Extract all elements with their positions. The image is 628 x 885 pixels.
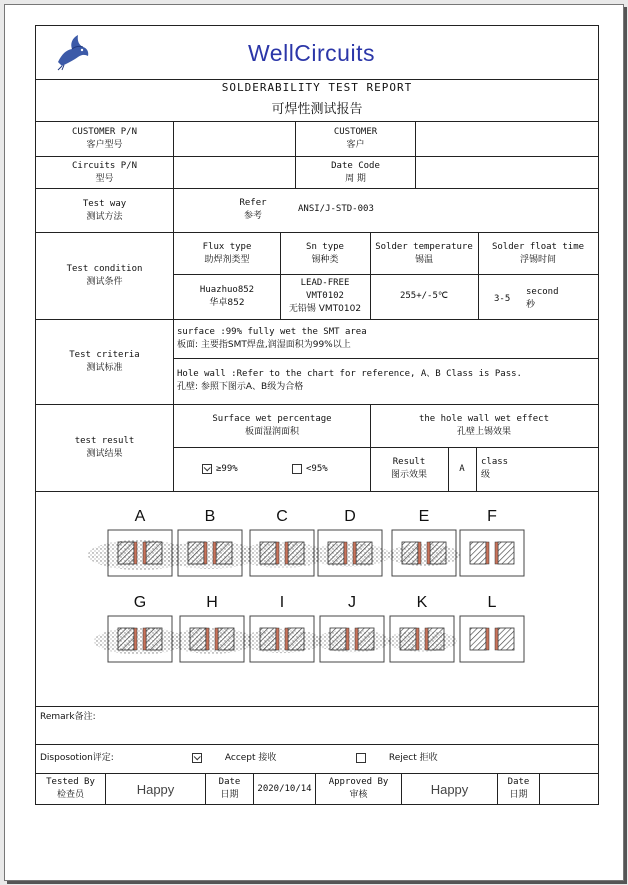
date2-value[interactable]: [540, 774, 598, 804]
date-label-cn: 日期: [220, 790, 239, 800]
circuits-pn-label: Circuits P/N: [71, 160, 138, 171]
test-way-label-cn: 测试方法: [86, 211, 123, 222]
checkbox-checked-icon[interactable]: [192, 753, 202, 763]
class-label: class: [481, 457, 509, 467]
title-english: SOLDERABILITY TEST REPORT: [221, 81, 413, 94]
customer-label: CUSTOMER: [333, 127, 378, 137]
customer-row: [36, 122, 598, 157]
report-sheet: [4, 4, 624, 881]
approved-by-label: Approved By: [328, 777, 389, 787]
flux-type-label: Flux type: [202, 241, 252, 252]
result-label-cn: 图示效果: [390, 470, 427, 480]
test-result-row: [36, 405, 598, 492]
approved-by-label-cn: 审核: [349, 790, 368, 800]
surface-wet-label: Surface wet percentage: [212, 414, 332, 424]
diagram-letter-C: C: [276, 508, 288, 525]
circuits-row: [36, 157, 598, 189]
hole-criteria-cn: 孔壁: 参照下图示A、B级为合格: [177, 382, 304, 392]
date2-label: Date: [507, 777, 530, 787]
flux-type-label-cn: 助焊剂类型: [204, 254, 250, 265]
float-time-label-cn: 浮锡时间: [519, 254, 556, 265]
customer-pn-label: CUSTOMER P/N: [71, 127, 138, 137]
sn-type-line1: LEAD-FREE: [300, 278, 350, 288]
diagram-letter-J: J: [348, 594, 356, 611]
customer-pn-label-cn: 客户型号: [86, 140, 123, 150]
diagram-cell-K: [387, 616, 457, 662]
test-condition-row: [36, 233, 598, 320]
disposition-label: Disposotion评定:: [40, 753, 114, 763]
surface-wet-label-cn: 板面湿润面积: [244, 427, 299, 437]
diagram-letter-K: K: [416, 594, 428, 611]
option-99-label: ≥99%: [216, 464, 238, 474]
date-label: Date: [218, 777, 241, 787]
test-standard: ANSI/J-STD-003: [298, 204, 374, 214]
hole-wall-label-cn: 孔壁上锡效果: [456, 427, 511, 437]
diagram-letter-G: G: [133, 594, 147, 611]
tested-by-label: Tested By: [46, 777, 95, 787]
diagram-letter-A: A: [134, 508, 146, 525]
circuits-pn-label-cn: 型号: [95, 173, 114, 184]
surface-option-99[interactable]: [202, 463, 238, 476]
hole-wall-diagram: [36, 492, 598, 707]
sn-type-line3: 无铅锡 VMT0102: [288, 304, 362, 314]
date-code-label-cn: 周 期: [345, 173, 366, 184]
bird-logo-icon: [52, 32, 92, 72]
tested-by-label-cn: 检查员: [56, 790, 84, 800]
customer-label-cn: 客户: [346, 140, 365, 150]
float-time-unit: second: [526, 287, 559, 297]
test-result-label: test result: [74, 436, 135, 446]
brand-name: WellCircuits: [248, 40, 375, 66]
diagram-cell-F: [460, 530, 524, 576]
reject-label: Reject 拒收: [388, 753, 438, 763]
remark-label: Remark备注:: [40, 712, 96, 722]
checkbox-checked-icon[interactable]: [202, 464, 212, 474]
solder-temp-label-cn: 锡温: [414, 254, 433, 265]
sn-type-line2: VMT0102: [306, 291, 344, 301]
accept-option[interactable]: [192, 752, 276, 765]
sn-type-label-cn: 锡种类: [311, 254, 339, 265]
customer-pn-value[interactable]: [174, 122, 296, 156]
class-label-cn: 级: [481, 470, 491, 480]
result-label: Result: [392, 457, 426, 467]
diagram-letter-E: E: [418, 508, 430, 525]
float-time-value: 3-5: [494, 294, 511, 304]
refer-label: Refer: [239, 198, 267, 208]
float-time-label: Solder float time: [491, 241, 585, 252]
test-condition-label-cn: 测试条件: [86, 277, 123, 287]
solder-temp-label: Solder temperature: [375, 241, 473, 252]
surface-criteria-cn: 板面: 主要指SMT焊盘,润湿面积为99%以上: [177, 340, 351, 350]
diagram-letter-B: B: [204, 508, 216, 525]
diagram-letter-I: I: [279, 594, 285, 611]
diagram-cell-I: [242, 616, 323, 662]
diagram-letter-L: L: [487, 594, 497, 611]
test-criteria-label: Test criteria: [69, 350, 140, 360]
hole-criteria: Hole wall :Refer to the chart for reference, A、B Class is Pass.: [177, 369, 522, 379]
refer-label-cn: 参考: [243, 211, 262, 221]
approved-by-name[interactable]: Happy: [402, 774, 498, 804]
diagram-letter-F: F: [487, 508, 497, 525]
report-frame: [35, 25, 599, 805]
disposition-row: [36, 745, 598, 774]
customer-value[interactable]: [416, 122, 598, 156]
date-value[interactable]: 2020/10/14: [254, 774, 316, 804]
remark-row: [36, 707, 598, 745]
checkbox-empty-icon[interactable]: [356, 753, 366, 763]
test-criteria-label-cn: 测试标准: [86, 363, 123, 373]
reject-option[interactable]: [356, 752, 438, 765]
flux-type-value-cn: 华卓852: [209, 297, 245, 308]
diagram-cell-L: [460, 616, 524, 662]
sn-type-label: Sn type: [306, 241, 344, 252]
diagram-cell-D: [310, 530, 390, 576]
result-value: A: [459, 463, 465, 474]
signoff-row: [36, 774, 598, 804]
date-code-label: Date Code: [331, 160, 380, 171]
test-way-label: Test way: [82, 198, 127, 209]
title-chinese: 可焊性测试报告: [271, 102, 363, 117]
solder-temp-value: 255+/-5℃: [399, 291, 449, 301]
flux-type-value: Huazhuo852: [199, 284, 255, 295]
diagram-cell-J: [314, 616, 389, 662]
diagram-letter-D: D: [344, 508, 356, 525]
test-condition-label: Test condition: [66, 264, 143, 274]
hole-wall-label: the hole wall wet effect: [418, 414, 550, 424]
date-code-value[interactable]: [416, 157, 598, 188]
surface-option-95[interactable]: [292, 463, 328, 476]
accept-label: Accept 接收: [224, 753, 277, 763]
diagram-cell-E: [388, 530, 460, 576]
circuits-pn-value[interactable]: [174, 157, 296, 188]
surface-criteria: surface :99% fully wet the SMT area: [177, 327, 367, 337]
checkbox-empty-icon[interactable]: [292, 464, 302, 474]
diagram-svg: [36, 492, 598, 706]
tested-by-name[interactable]: Happy: [106, 774, 206, 804]
float-time-unit-cn: 秒: [526, 300, 536, 310]
option-95-label: <95%: [306, 464, 328, 474]
test-criteria-row: [36, 320, 598, 405]
diagram-letter-H: H: [206, 594, 218, 611]
test-result-label-cn: 测试结果: [86, 449, 123, 459]
test-way-row: [36, 189, 598, 233]
date2-label-cn: 日期: [509, 790, 528, 800]
